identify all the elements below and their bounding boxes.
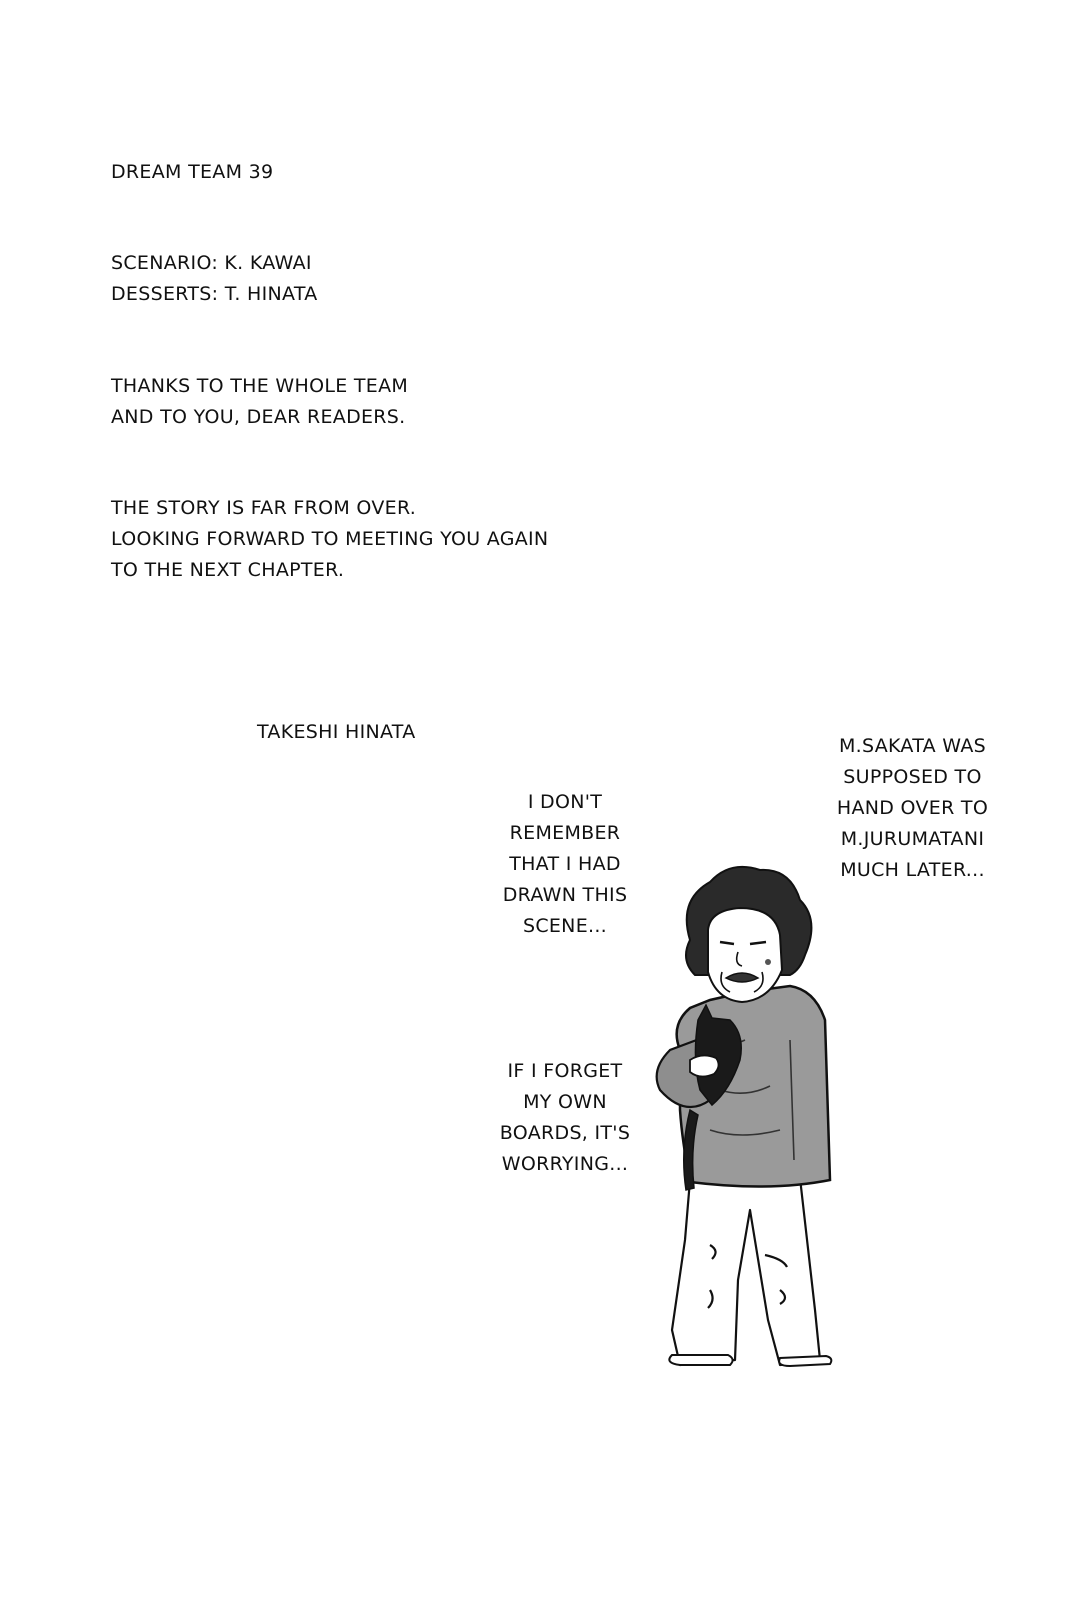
note-right-line: HAND OVER TO (836, 797, 989, 819)
note-line: I DON'T (527, 791, 603, 813)
head (686, 867, 811, 1002)
thanks-message (111, 371, 408, 433)
pants (672, 1178, 820, 1365)
note-right-line: SUPPOSED TO (843, 766, 982, 788)
closing-line: TO THE NEXT CHAPTER. (111, 559, 345, 581)
drawings-credit: DESSERTS: T. HINATA (111, 283, 318, 305)
note-line: MY OWN (523, 1091, 607, 1113)
note-line: SCENE... (522, 915, 608, 937)
note-line: DRAWN THIS (502, 884, 628, 906)
note-line: WORRYING... (501, 1153, 629, 1175)
note-left-top (490, 787, 640, 942)
closing-line: THE STORY IS FAR FROM OVER. (111, 497, 417, 519)
author-self-portrait-illustration (650, 860, 865, 1380)
thanks-line: AND TO YOU, DEAR READERS. (111, 406, 406, 428)
note-right-line: MUCH LATER... (840, 859, 985, 881)
hand (690, 1055, 719, 1076)
thanks-line: THANKS TO THE WHOLE TEAM (111, 375, 409, 397)
closing-message (111, 493, 548, 586)
note-line: THAT I HAD (509, 853, 621, 875)
note-right-line: M.SAKATA WAS (838, 735, 987, 757)
feet (669, 1355, 831, 1366)
scenario-credit: SCENARIO: K. KAWAI (111, 252, 312, 274)
face (708, 908, 782, 1002)
chapter-title: DREAM TEAM 39 (111, 161, 274, 183)
closing-line: LOOKING FORWARD TO MEETING YOU AGAIN (111, 528, 549, 550)
note-right-line: M.JURUMATANI (840, 828, 985, 850)
note-left-bottom (490, 1056, 640, 1180)
note-line: IF I FORGET (507, 1060, 623, 1082)
note-line: BOARDS, IT'S (499, 1122, 631, 1144)
author-signature: TAKESHI HINATA (257, 721, 416, 743)
note-line: REMEMBER (509, 822, 621, 844)
